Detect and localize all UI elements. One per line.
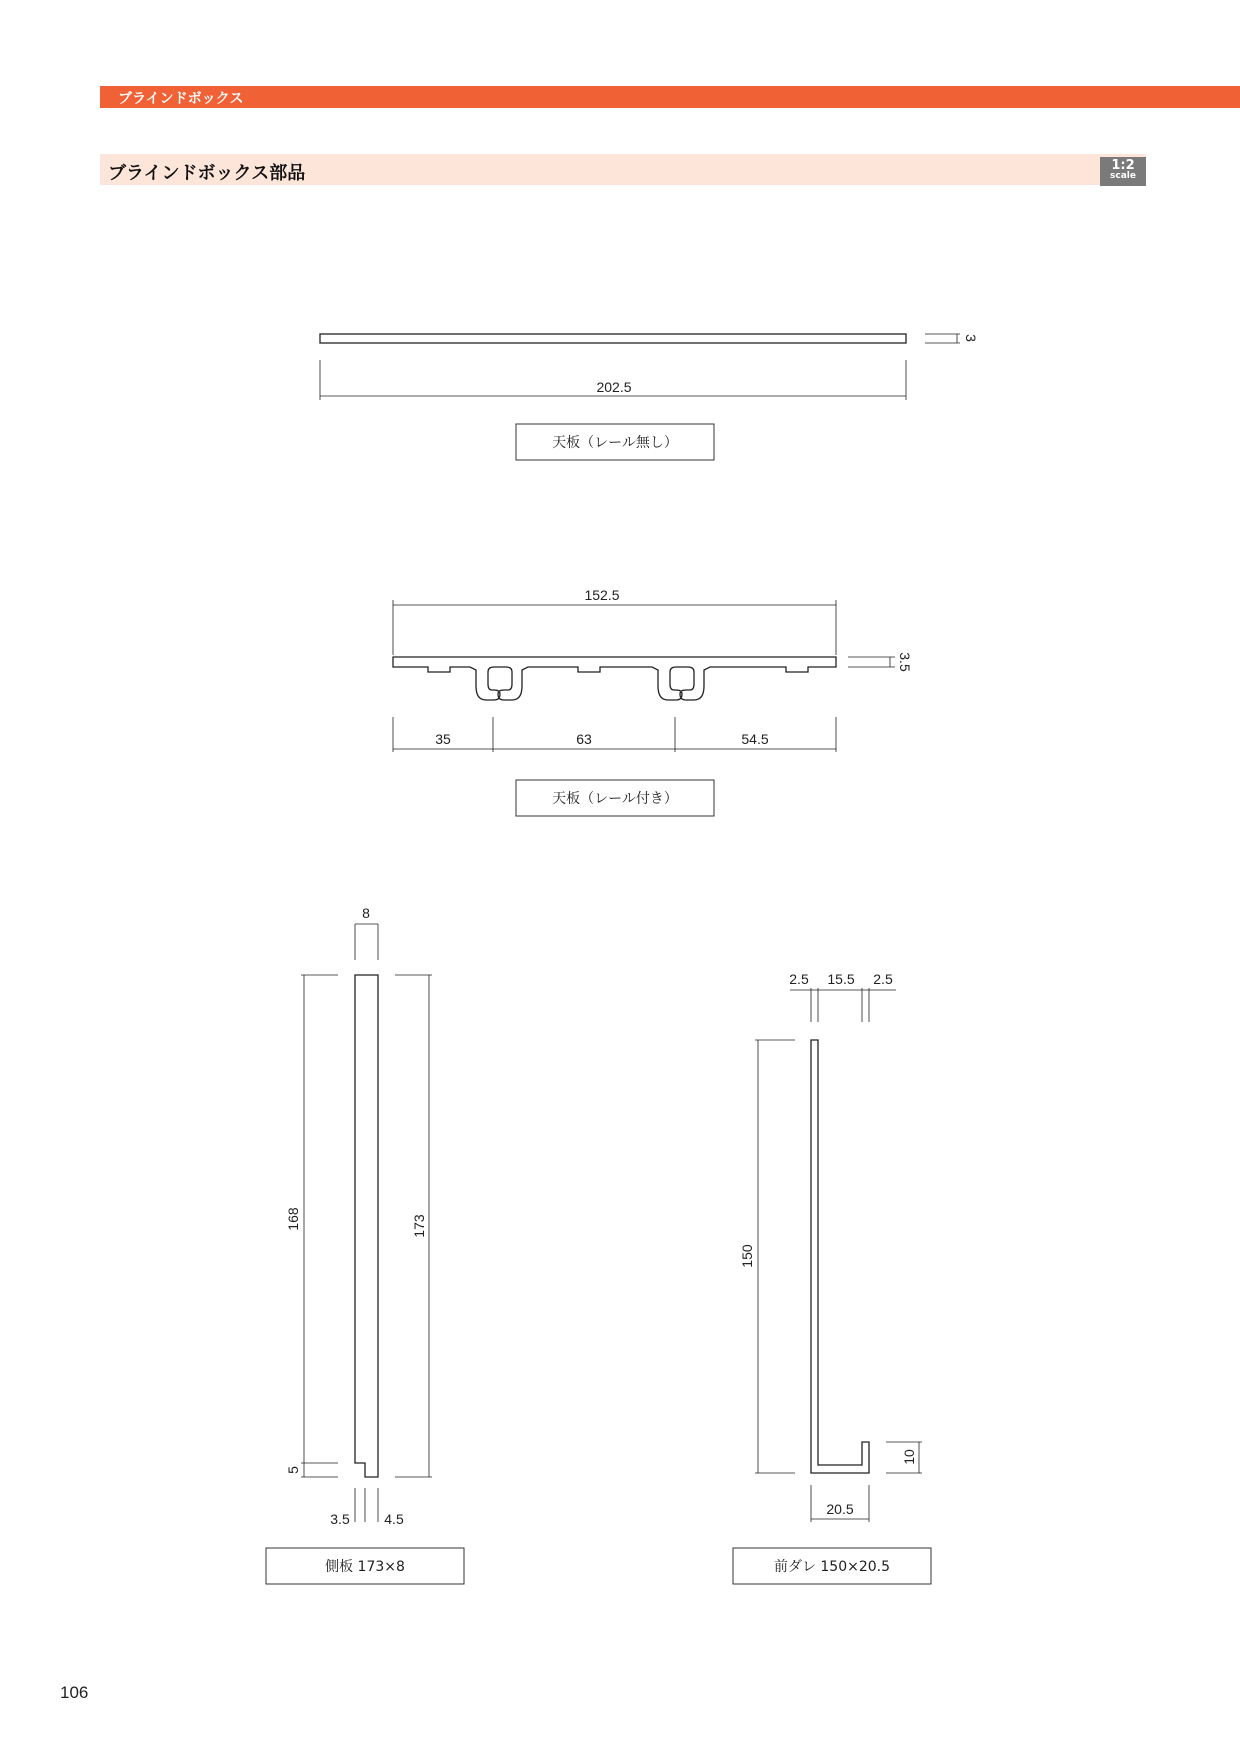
side-bottom-right-dim: 4.5 xyxy=(384,1511,404,1527)
side-width-dim: 8 xyxy=(362,905,370,921)
top-plate-plain-drawing xyxy=(320,334,979,460)
front-label: 前ダレ 150×20.5 xyxy=(773,1559,891,1575)
top-plain-label: 天板（レール無し） xyxy=(552,435,678,451)
side-plate-drawing xyxy=(266,905,464,1584)
section-title: ブラインドボックス部品 xyxy=(108,163,306,184)
scale-ratio: 1:2 xyxy=(1111,158,1135,173)
side-plate-shape xyxy=(355,975,378,1477)
front-depth-dim: 20.5 xyxy=(826,1501,854,1517)
page-number: 106 xyxy=(60,1683,89,1702)
top-rail-seg3-dim: 54.5 xyxy=(741,731,769,747)
side-notch-dim: 5 xyxy=(285,1466,301,1474)
side-bottom-left-dim: 3.5 xyxy=(330,1511,350,1527)
side-inner-height-dim: 168 xyxy=(285,1207,301,1231)
front-top-left-dim: 2.5 xyxy=(789,971,809,987)
front-top-mid-dim: 15.5 xyxy=(827,971,855,987)
top-plain-thickness-dim: 3 xyxy=(963,334,979,342)
top-rail-thickness-dim: 3.5 xyxy=(897,652,913,672)
side-height-dim: 173 xyxy=(411,1214,427,1238)
top-plate-rail-drawing xyxy=(393,587,913,816)
front-fascia-drawing xyxy=(733,971,931,1584)
top-rail-length-dim: 152.5 xyxy=(584,587,620,603)
top-plate-plain-shape xyxy=(320,334,906,343)
category-label: ブラインドボックス xyxy=(118,91,244,107)
top-rail-seg2-dim: 63 xyxy=(576,731,592,747)
top-rail-seg1-dim: 35 xyxy=(435,731,451,747)
top-plate-rail-shape xyxy=(393,657,836,700)
side-label: 側板 173×8 xyxy=(325,1559,405,1575)
scale-word: scale xyxy=(1110,171,1136,181)
front-top-right-dim: 2.5 xyxy=(873,971,893,987)
front-height-dim: 150 xyxy=(739,1244,755,1268)
front-fascia-shape xyxy=(811,1040,869,1473)
top-rail-label: 天板（レール付き） xyxy=(552,791,678,807)
front-lip-dim: 10 xyxy=(901,1449,917,1465)
top-plain-length-dim: 202.5 xyxy=(596,379,632,395)
